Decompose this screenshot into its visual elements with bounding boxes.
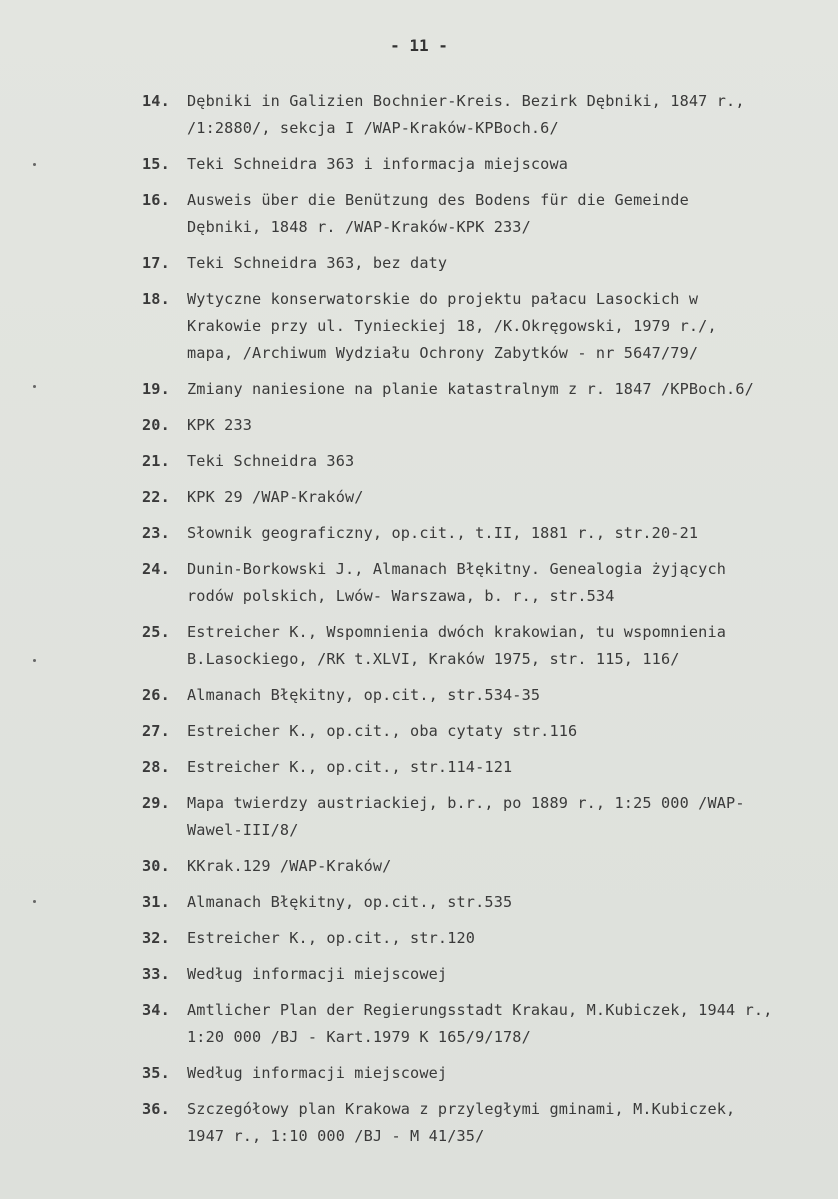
margin-mark [33,385,36,388]
footnote-text [187,682,827,709]
footnote-number: 26. [142,686,170,704]
footnote-number: 23. [142,524,170,542]
footnote-line: Dębniki, 1848 r. /WAP-Kraków-KPK 233/ [187,218,531,236]
margin-mark [33,900,36,903]
footnote-item [142,520,827,547]
footnote-line: Dunin-Borkowski J., Almanach Błękitny. Genealogia żyjących [187,560,727,578]
footnote-number: 20. [142,416,170,434]
footnote-item [142,1096,827,1150]
footnote-text [187,556,827,610]
footnote-item [142,151,827,178]
footnote-text [187,1096,827,1150]
footnote-item [142,790,827,844]
footnote-number: 32. [142,929,170,947]
footnote-number: 30. [142,857,170,875]
footnote-line: Ausweis über die Benützung des Bodens für die Gemeinde [187,191,689,209]
footnote-line: Estreicher K., op.cit., str.114-121 [187,758,513,776]
footnote-line: Amtlicher Plan der Regierungsstadt Krakau, M.Kubiczek, 1944 r., [187,1001,773,1019]
footnote-text [187,754,827,781]
footnote-line: Według informacji miejscowej [187,1064,448,1082]
footnote-item [142,484,827,511]
footnote-line: 1947 r., 1:10 000 /BJ - M 41/35/ [187,1127,485,1145]
footnote-line: B.Lasockiego, /RK t.XLVI, Kraków 1975, str. 115, 116/ [187,650,680,668]
page-number: - 11 - [390,36,448,55]
footnote-item [142,718,827,745]
footnote-line: KPK 233 [187,416,253,434]
footnote-number: 29. [142,794,170,812]
footnote-text [187,1060,827,1087]
footnote-text [187,853,827,880]
footnote-number: 28. [142,758,170,776]
footnote-line: Teki Schneidra 363, bez daty [187,254,448,272]
footnote-number: 18. [142,290,170,308]
footnote-text [187,961,827,988]
footnote-text [187,448,827,475]
footnote-line: rodów polskich, Lwów- Warszawa, b. r., str.534 [187,587,615,605]
footnote-item [142,619,827,673]
footnote-item [142,1060,827,1087]
footnote-line: KKrak.129 /WAP-Kraków/ [187,857,392,875]
footnote-text [187,718,827,745]
footnote-item [142,250,827,277]
footnote-number: 25. [142,623,170,641]
footnote-text [187,484,827,511]
footnote-line: Estreicher K., op.cit., str.120 [187,929,476,947]
footnote-number: 34. [142,1001,170,1019]
footnote-number: 14. [142,92,170,110]
footnote-number: 21. [142,452,170,470]
footnote-item [142,754,827,781]
footnote-text [187,997,827,1051]
margin-mark [33,659,36,662]
footnote-item [142,961,827,988]
footnote-line: mapa, /Archiwum Wydziału Ochrony Zabytków - nr 5647/79/ [187,344,699,362]
footnote-number: 27. [142,722,170,740]
footnote-line: Zmiany naniesione na planie katastralnym z r. 1847 /KPBoch.6/ [187,380,754,398]
footnote-number: 22. [142,488,170,506]
footnote-text [187,790,827,844]
footnote-item [142,997,827,1051]
footnote-number: 19. [142,380,170,398]
footnote-item [142,925,827,952]
footnote-line: Estreicher K., op.cit., oba cytaty str.116 [187,722,578,740]
footnote-item [142,889,827,916]
footnote-item [142,853,827,880]
footnote-item [142,376,827,403]
footnote-line: Teki Schneidra 363 i informacja miejscowa [187,155,569,173]
footnote-text [187,88,827,142]
footnote-line: Almanach Błękitny, op.cit., str.534-35 [187,686,541,704]
footnote-text [187,376,827,403]
footnote-text [187,286,827,367]
footnote-text [187,889,827,916]
footnote-line: KPK 29 /WAP-Kraków/ [187,488,364,506]
footnote-item [142,286,827,367]
footnote-text [187,187,827,241]
footnote-line: Krakowie przy ul. Tynieckiej 18, /K.Okręgowski, 1979 r./, [187,317,717,335]
footnote-number: 31. [142,893,170,911]
footnote-number: 16. [142,191,170,209]
footnote-line: Dębniki in Galizien Bochnier-Kreis. Bezirk Dębniki, 1847 r., [187,92,745,110]
footnote-line: Almanach Błękitny, op.cit., str.535 [187,893,513,911]
footnote-item [142,88,827,142]
footnote-line: Estreicher K., Wspomnienia dwóch krakowian, tu wspomnienia [187,623,727,641]
footnote-list [142,88,827,1159]
footnote-number: 17. [142,254,170,272]
footnote-line: Wawel-III/8/ [187,821,299,839]
footnote-text [187,151,827,178]
footnote-number: 36. [142,1100,170,1118]
footnote-text [187,520,827,547]
footnote-line: Słownik geograficzny, op.cit., t.II, 1881 r., str.20-21 [187,524,699,542]
footnote-text [187,250,827,277]
footnote-line: Mapa twierdzy austriackiej, b.r., po 1889 r., 1:25 000 /WAP- [187,794,745,812]
footnote-item [142,448,827,475]
footnote-text [187,619,827,673]
margin-mark [33,163,36,166]
footnote-line: Szczegółowy plan Krakowa z przyległymi gminami, M.Kubiczek, [187,1100,736,1118]
footnote-text [187,412,827,439]
footnote-line: 1:20 000 /BJ - Kart.1979 K 165/9/178/ [187,1028,531,1046]
footnote-item [142,412,827,439]
footnote-number: 35. [142,1064,170,1082]
footnote-number: 15. [142,155,170,173]
footnote-line: Według informacji miejscowej [187,965,448,983]
footnote-text [187,925,827,952]
footnote-line: Teki Schneidra 363 [187,452,355,470]
footnote-item [142,187,827,241]
footnote-line: /1:2880/, sekcja I /WAP-Kraków-KPBoch.6/ [187,119,559,137]
footnote-item [142,556,827,610]
footnote-number: 33. [142,965,170,983]
footnote-number: 24. [142,560,170,578]
footnote-line: Wytyczne konserwatorskie do projektu pałacu Lasockich w [187,290,699,308]
footnote-item [142,682,827,709]
